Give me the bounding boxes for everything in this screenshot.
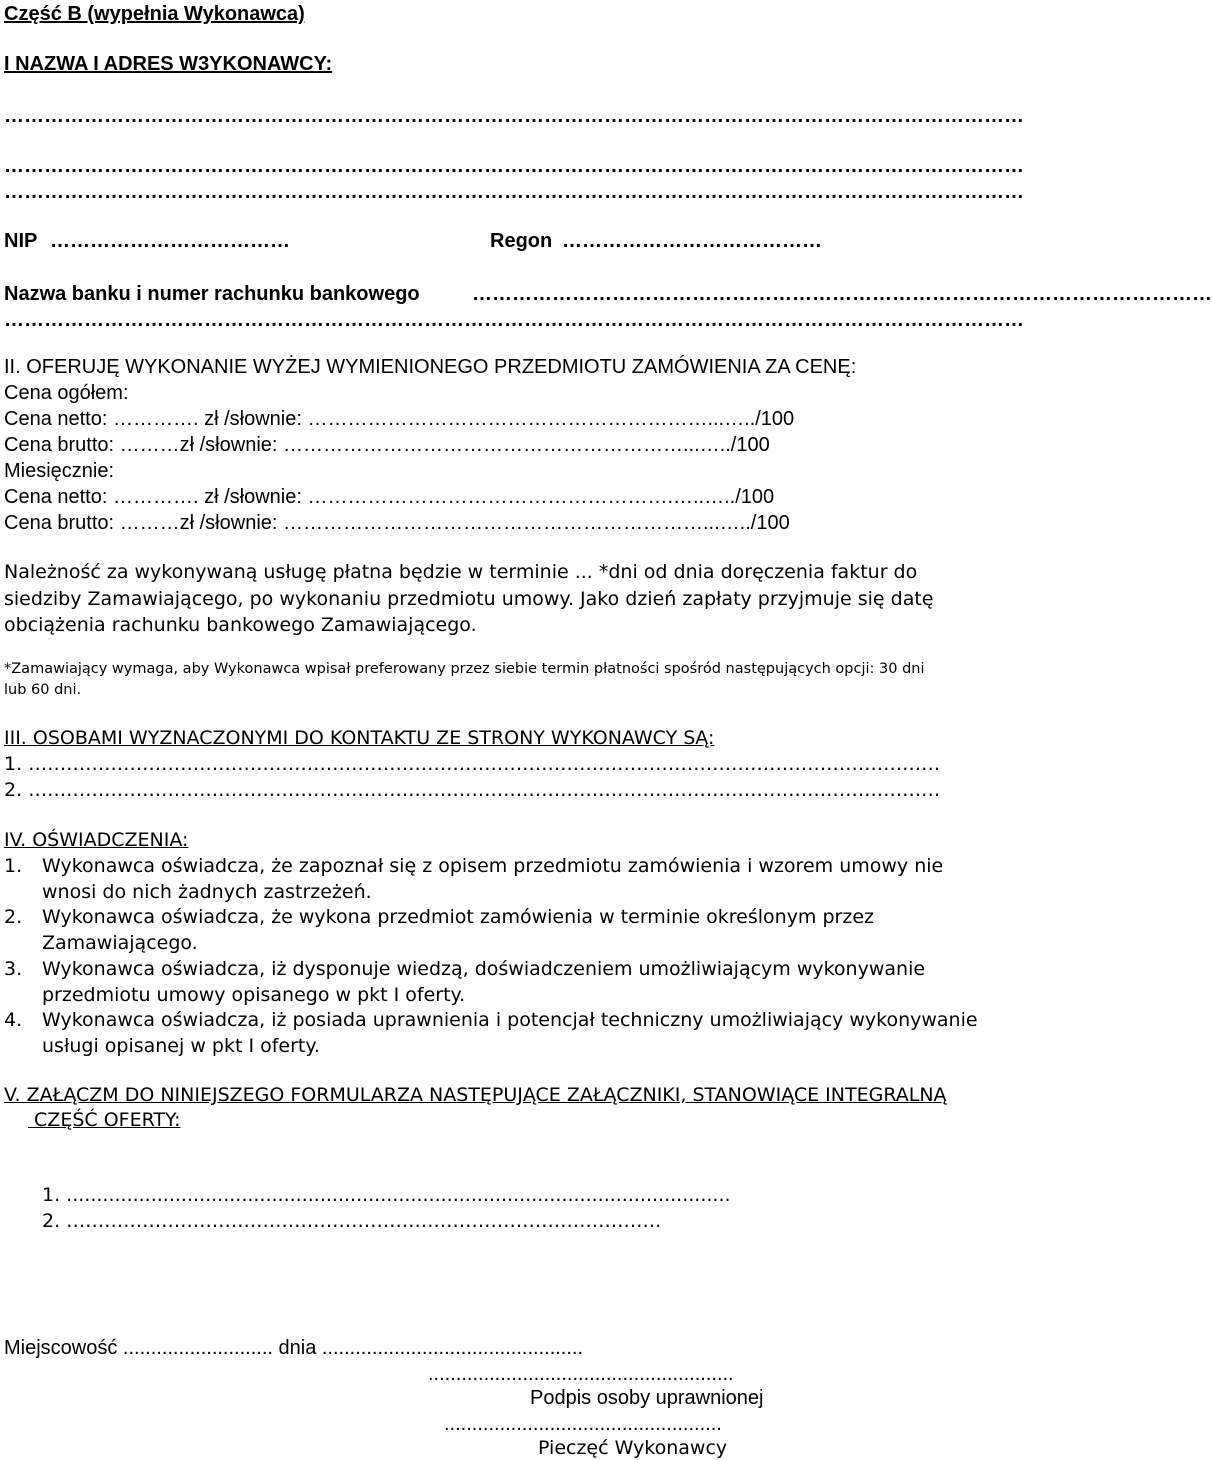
contacts-heading: III. OSOBAMI WYZNACZONYMI DO KONTAKTU ZE STRONY WYKONAWCY SĄ:: [4, 727, 715, 749]
nip-label: NIP: [4, 230, 38, 252]
bank-field-continued[interactable]: ………………………………………………………………………………………………………………………………………: [4, 309, 1024, 331]
part-b-title: Część B (wypełnia Wykonawca): [4, 3, 305, 25]
nip-field[interactable]: ………………………………: [50, 230, 290, 252]
payment-terms-line-1: Należność za wykonywaną usługę płatna będzie w terminie ... *dni od dnia doręczenia faktur do: [4, 561, 918, 583]
payment-note-line-1: *Zamawiający wymaga, aby Wykonawca wpisał preferowany przez siebie termin płatności spośród następujących opcji: 30 dni: [4, 661, 925, 677]
offer-heading: II. OFERUJĘ WYKONANIE WYŻEJ WYMIENIONEGO PRZEDMIOTU ZAMÓWIENIA ZA CENĘ:: [4, 356, 857, 378]
stamp-line[interactable]: ..................................................: [444, 1413, 722, 1435]
attachment-item-2[interactable]: 2. ………………………………………………………………………………….: [42, 1210, 662, 1232]
statement-4-number: 4.: [4, 1009, 23, 1031]
signature-label: Podpis osoby uprawnionej: [530, 1387, 764, 1409]
statement-2-number: 2.: [4, 906, 23, 928]
section-1-heading: I NAZWA I ADRES W3YKONAWCY:: [4, 53, 333, 75]
address-line-2[interactable]: ………………………………………………………………………………………………………………………………………: [4, 155, 1024, 177]
monthly-price-label: Miesięcznie:: [4, 460, 115, 482]
statement-2-line-1: Wykonawca oświadcza, że wykona przedmiot zamówienia w terminie określonym przez: [42, 906, 874, 928]
address-line-3[interactable]: ………………………………………………………………………………………………………………………………………: [4, 181, 1024, 203]
contact-person-1[interactable]: 1. ………………………………………………………………………………………………………………………………: [4, 753, 941, 775]
address-line-1[interactable]: ………………………………………………………………………………………………………………………………………: [4, 105, 1024, 127]
bank-field[interactable]: …………………………………………………………………………………………………: [472, 283, 1212, 305]
statement-4-line-1: Wykonawca oświadcza, iż posiada uprawnienia i potencjał techniczny umożliwiający wykonywanie: [42, 1009, 978, 1031]
attachments-heading-line-1: V. ZAŁĄCZM DO NINIEJSZEGO FORMULARZA NASTĘPUJĄCE ZAŁĄCZNIKI, STANOWIĄCE INTEGRALNĄ: [4, 1084, 947, 1106]
monthly-gross-price[interactable]: Cena brutto: ………zł /słownie: ………………………………………………………...…../100: [4, 512, 790, 534]
regon-field[interactable]: …………………………………: [562, 230, 822, 252]
statement-1-line-1: Wykonawca oświadcza, że zapoznał się z opisem przedmiotu zamówienia i wzorem umowy nie: [42, 855, 944, 877]
stamp-label: Pieczęć Wykonawcy: [538, 1437, 728, 1459]
payment-terms-line-2: siedziby Zamawiającego, po wykonaniu przedmiotu umowy. Jako dzień zapłaty przyjmuje się datę: [4, 588, 934, 610]
regon-label: Regon: [490, 230, 553, 252]
statement-3-line-2: przedmiotu umowy opisanego w pkt I oferty.: [42, 984, 466, 1006]
payment-note-line-2: lub 60 dni.: [4, 682, 82, 698]
attachment-item-1[interactable]: 1. ..............................................................................................................: [42, 1184, 731, 1206]
statement-3-number: 3.: [4, 958, 23, 980]
signature-line[interactable]: .......................................................: [428, 1363, 734, 1385]
statement-2-line-2: Zamawiającego.: [42, 932, 198, 954]
statement-3-line-1: Wykonawca oświadcza, iż dysponuje wiedzą, doświadczeniem umożliwiającym wykonywanie: [42, 958, 926, 980]
total-gross-price[interactable]: Cena brutto: ………zł /słownie: ……………………………………………………...…../100: [4, 434, 770, 456]
bank-label: Nazwa banku i numer rachunku bankowego: [4, 283, 420, 305]
total-price-label: Cena ogółem:: [4, 382, 129, 404]
place-date-field[interactable]: Miejscowość ........................... dnia ...............................................: [4, 1337, 584, 1359]
statements-heading: IV. OŚWIADCZENIA:: [4, 829, 189, 851]
monthly-net-price[interactable]: Cena netto: …………. zł /słownie: ……………………………………………….…..…../100: [4, 486, 775, 508]
statement-1-line-2: wnosi do nich żadnych zastrzeżeń.: [42, 881, 372, 903]
statement-4-line-2: usługi opisanej w pkt I oferty.: [42, 1035, 320, 1057]
total-net-price[interactable]: Cena netto: …………. zł /słownie: ……………………………………………………...…../100: [4, 408, 795, 430]
statement-1-number: 1.: [4, 855, 23, 877]
contact-person-2[interactable]: 2. ………………………………………………………………………………………………………………………………: [4, 779, 941, 801]
attachments-heading-line-2: CZĘŚĆ OFERTY:: [28, 1109, 181, 1131]
payment-terms-line-3: obciążenia rachunku bankowego Zamawiającego.: [4, 614, 477, 636]
